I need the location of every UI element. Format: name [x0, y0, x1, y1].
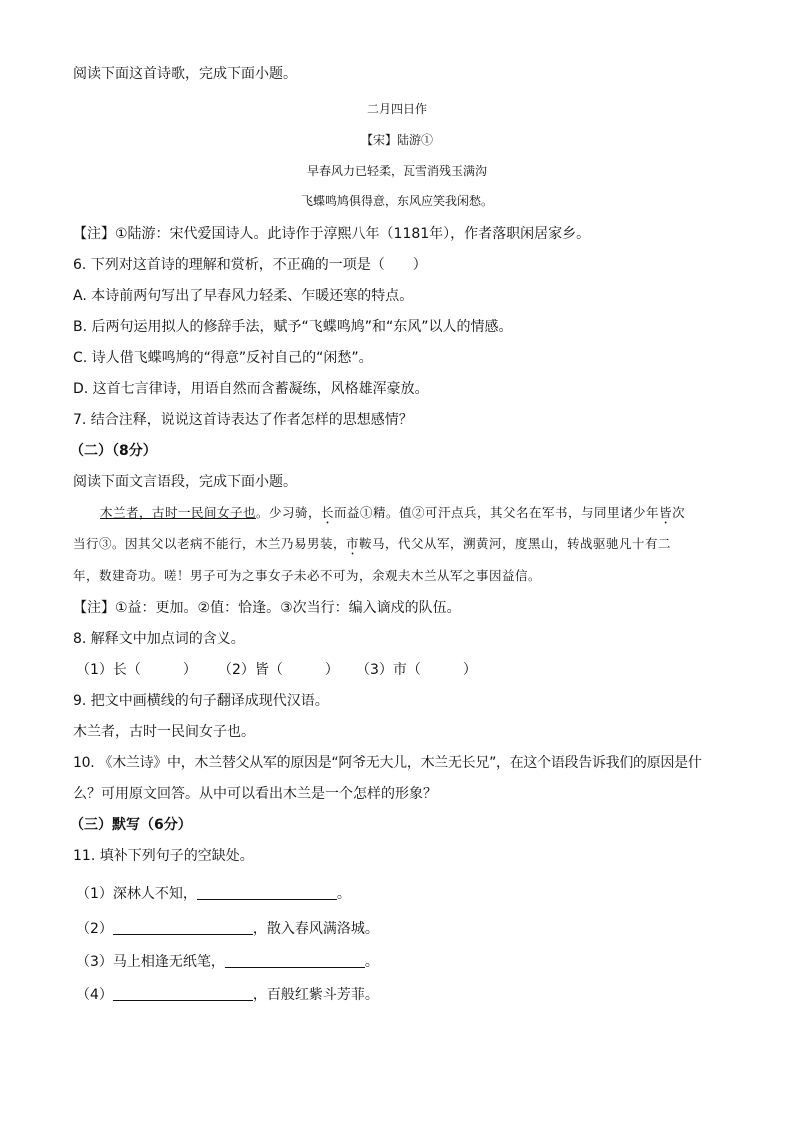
q8-item-3: （3）市（ ） — [356, 662, 477, 678]
q8-item-2: （2）皆（ ） — [218, 662, 339, 678]
fill-item-3: （3）马上相逢无纸笔， 。 — [76, 954, 379, 970]
passage-note: 【注】①益：更加。②值：恰逢。③次当行：编入谪戍的队伍。 — [73, 600, 461, 616]
passage-line-1: 木兰者，古时一民间女子也。少习骑，长而益①精。值②可汗点兵，其父名在军书，与同里诸少年皆次 — [100, 505, 686, 520]
q9-stem: 9. 把文中画横线的句子翻译成现代汉语。 — [73, 693, 329, 709]
q10-line-2: 么？可用原文回答。从中可以看出木兰是一个怎样的形象？ — [73, 786, 437, 802]
dotted-word-shi: 市 — [346, 536, 360, 551]
q9-sentence: 木兰者，古时一民间女子也。 — [73, 724, 255, 740]
blank-1[interactable] — [197, 885, 337, 900]
intro-classical: 阅读下面文言语段，完成下面小题。 — [73, 474, 297, 490]
passage-line-3: 年，数建奇功。嗟！男子可为之事女子未必不可为，余观夫木兰从军之事因益信。 — [73, 568, 542, 583]
q10-line-1: 10. 《木兰诗》中，木兰替父从军的原因是“阿爷无大儿，木兰无长兄”，在这个语段告诉我们的原因是什 — [73, 755, 702, 771]
fill-item-1: （1）深林人不知， 。 — [76, 886, 351, 902]
section-3-heading: （三）默写（6分） — [70, 817, 192, 833]
q6-stem: 6. 下列对这首诗的理解和赏析，不正确的一项是（ ） — [73, 257, 427, 273]
q6-option-a: A. 本诗前两句写出了早春风力轻柔、乍暖还寒的特点。 — [73, 288, 414, 304]
blank-4[interactable] — [113, 986, 253, 1001]
underlined-sentence: 木兰者，古时一民间女子也 — [100, 505, 257, 520]
q7: 7. 结合注释，说说这首诗表达了作者怎样的思想感情？ — [73, 412, 413, 428]
q11-stem: 11. 填补下列句子的空缺处。 — [73, 848, 254, 864]
poem-author: 【宋】陆游① — [360, 133, 433, 147]
fill-item-4: （4） ，百般红紫斗芳菲。 — [76, 987, 379, 1003]
q6-option-d: D. 这首七言律诗，用语自然而含蓄凝练，风格雄浑豪放。 — [73, 381, 429, 397]
poem-title: 二月四日作 — [366, 102, 427, 116]
poem-note: 【注】①陆游：宋代爱国诗人。此诗作于淳熙八年（1181年），作者落职闲居家乡。 — [73, 226, 591, 242]
dotted-word-chang: 长 — [321, 505, 335, 520]
q6-option-c: C. 诗人借飞蝶鸣鸠的“得意”反衬自己的“闲愁”。 — [73, 350, 373, 366]
q8-item-1: （1）长（ ） — [76, 662, 197, 678]
blank-2[interactable] — [113, 920, 253, 935]
q8-stem: 8. 解释文中加点词的含义。 — [73, 631, 245, 647]
intro-poem: 阅读下面这首诗歌，完成下面小题。 — [73, 66, 297, 82]
blank-3[interactable] — [225, 953, 365, 968]
dotted-word-jie: 皆 — [659, 505, 673, 520]
poem-line-2: 飞蝶鸣鸠俱得意，东风应笑我闲愁。 — [300, 194, 493, 208]
fill-item-2: （2） ，散入春风满洛城。 — [76, 921, 379, 937]
section-2-heading: （二）（8分） — [70, 443, 157, 459]
passage-line-2: 当行③。因其父以老病不能行，木兰乃易男装，市鞍马，代父从军，溯黄河，度黑山，转战驱驰凡十有二 — [73, 536, 672, 551]
q6-option-b: B. 后两句运用拟人的修辞手法，赋予“飞蝶鸣鸠”和“东风”以人的情感。 — [73, 319, 513, 335]
poem-line-1: 早春风力已轻柔，瓦雪消残玉满沟 — [306, 164, 487, 178]
